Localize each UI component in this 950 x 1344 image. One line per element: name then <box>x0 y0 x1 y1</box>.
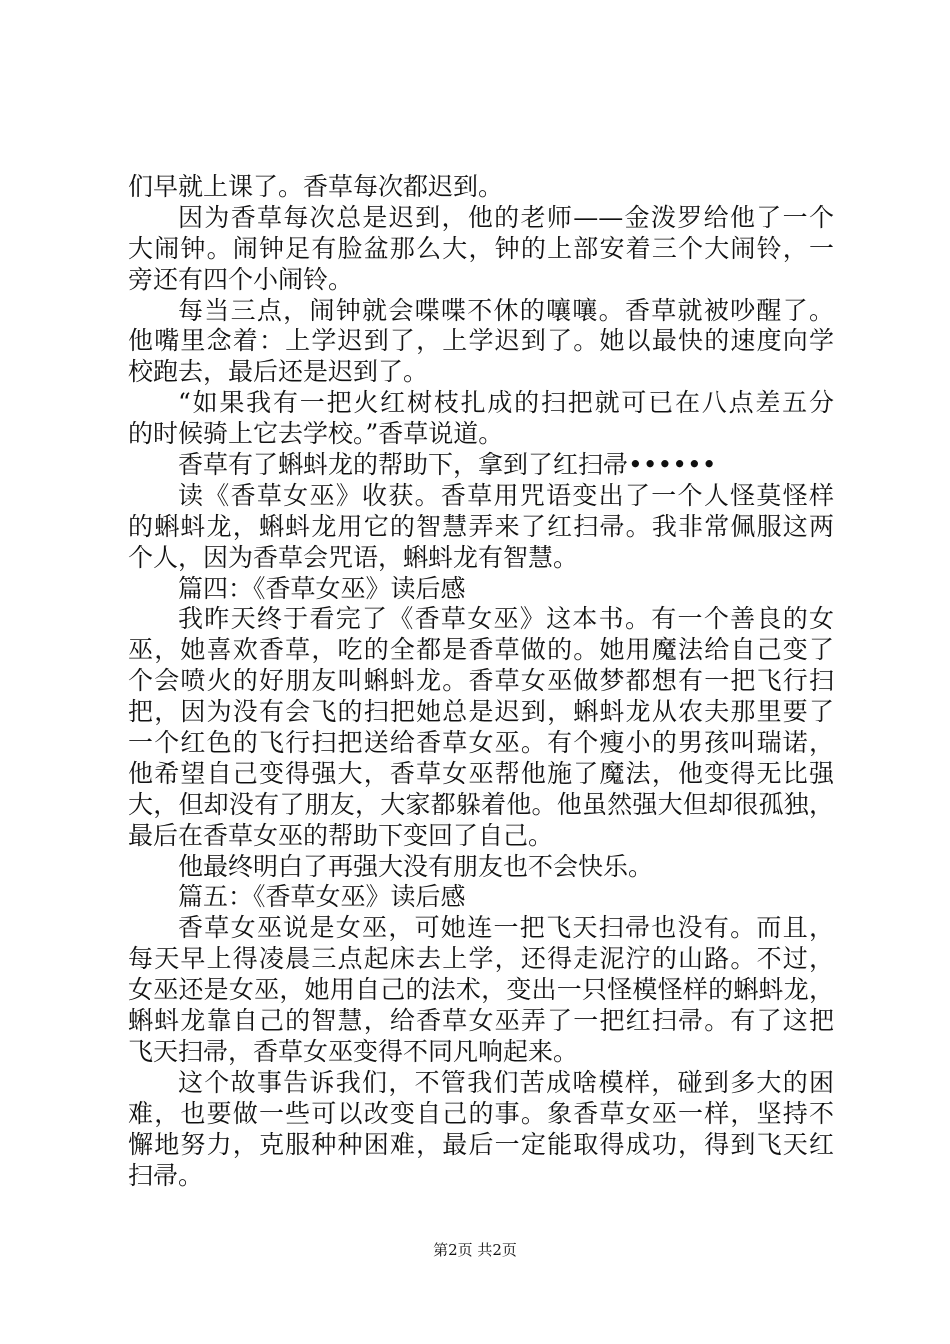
text-line: 校跑去，最后还是迟到了。 <box>128 357 429 387</box>
text-line: 大闹钟。闹钟足有脸盆那么大，钟的上部安着三个大闹铃，一 <box>128 233 834 263</box>
body-text <box>128 172 834 1191</box>
page-number-footer: 第2页 共2页 <box>433 1241 517 1259</box>
text-line: 我昨天终于看完了《香草女巫》这本书。有一个善良的女 <box>178 604 834 634</box>
text-line: 把，因为没有会飞的扫把她总是迟到，蝌蚪龙从农夫那里要了 <box>128 697 834 727</box>
text-line: 的蝌蚪龙，蝌蚪龙用它的智慧弄来了红扫帚。我非常佩服这两 <box>128 511 834 541</box>
text-line: 因为香草每次总是迟到，他的老师——金泼罗给他了一个 <box>178 202 834 232</box>
text-line: 扫帚。 <box>128 1160 204 1190</box>
text-line: 这个故事告诉我们，不管我们苦成啥模样，碰到多大的困 <box>178 1067 834 1097</box>
text-line: 蝌蚪龙靠自己的智慧，给香草女巫弄了一把红扫帚。有了这把 <box>128 1006 834 1036</box>
text-line: 大，但却没有了朋友，大家都躲着他。他虽然强大但却很孤独， <box>128 789 834 819</box>
text-line: 读《香草女巫》收获。香草用咒语变出了一个人怪莫怪样 <box>178 480 834 510</box>
text-line: 懈地努力，克服种种困难，最后一定能取得成功，得到飞天红 <box>128 1129 834 1159</box>
text-line: 难，也要做一些可以改变自己的事。象香草女巫一样，坚持不 <box>128 1098 834 1128</box>
text-line: 个人，因为香草会咒语，蝌蚪龙有智慧。 <box>128 542 579 572</box>
text-line: 他希望自己变得强大，香草女巫帮他施了魔法，他变得无比强 <box>128 758 834 788</box>
text-line: 每当三点，闹钟就会喋喋不休的嚷嚷。香草就被吵醒了。 <box>178 295 834 325</box>
text-line: 香草女巫说是女巫，可她连一把飞天扫帚也没有。而且， <box>178 913 834 943</box>
text-line: 旁还有四个小闹铃。 <box>128 264 354 294</box>
text-line: 女巫还是女巫，她用自己的法术，变出一只怪模怪样的蝌蚪龙， <box>128 975 834 1005</box>
text-line: 个会喷火的好朋友叫蝌蚪龙。香草女巫做梦都想有一把飞行扫 <box>128 666 834 696</box>
text-line: “如果我有一把火红树枝扎成的扫把就可已在八点差五分 <box>178 388 834 418</box>
text-line: 巫，她喜欢香草，吃的全都是香草做的。她用魔法给自己变了 <box>128 635 834 665</box>
section-heading: 篇四：《香草女巫》读后感 <box>178 573 466 603</box>
section-heading: 篇五：《香草女巫》读后感 <box>178 882 466 912</box>
text-line: 最后在香草女巫的帮助下变回了自己。 <box>128 820 554 850</box>
text-line: 香草有了蝌蚪龙的帮助下，拿到了红扫帚•••••• <box>178 450 717 480</box>
text-line: 他最终明白了再强大没有朋友也不会快乐。 <box>178 851 654 881</box>
text-line: 一个红色的飞行扫把送给香草女巫。有个瘦小的男孩叫瑞诺， <box>128 728 834 758</box>
text-line: 他嘴里念着：上学迟到了，上学迟到了。她以最快的速度向学 <box>128 326 834 356</box>
text-line: 的时候骑上它去学校。”香草说道。 <box>128 419 504 449</box>
text-line: 飞天扫帚，香草女巫变得不同凡响起来。 <box>128 1036 579 1066</box>
text-line: 们早就上课了。香草每次都迟到。 <box>128 172 504 201</box>
text-line: 每天早上得凌晨三点起床去上学，还得走泥泞的山路。不过， <box>128 944 834 974</box>
